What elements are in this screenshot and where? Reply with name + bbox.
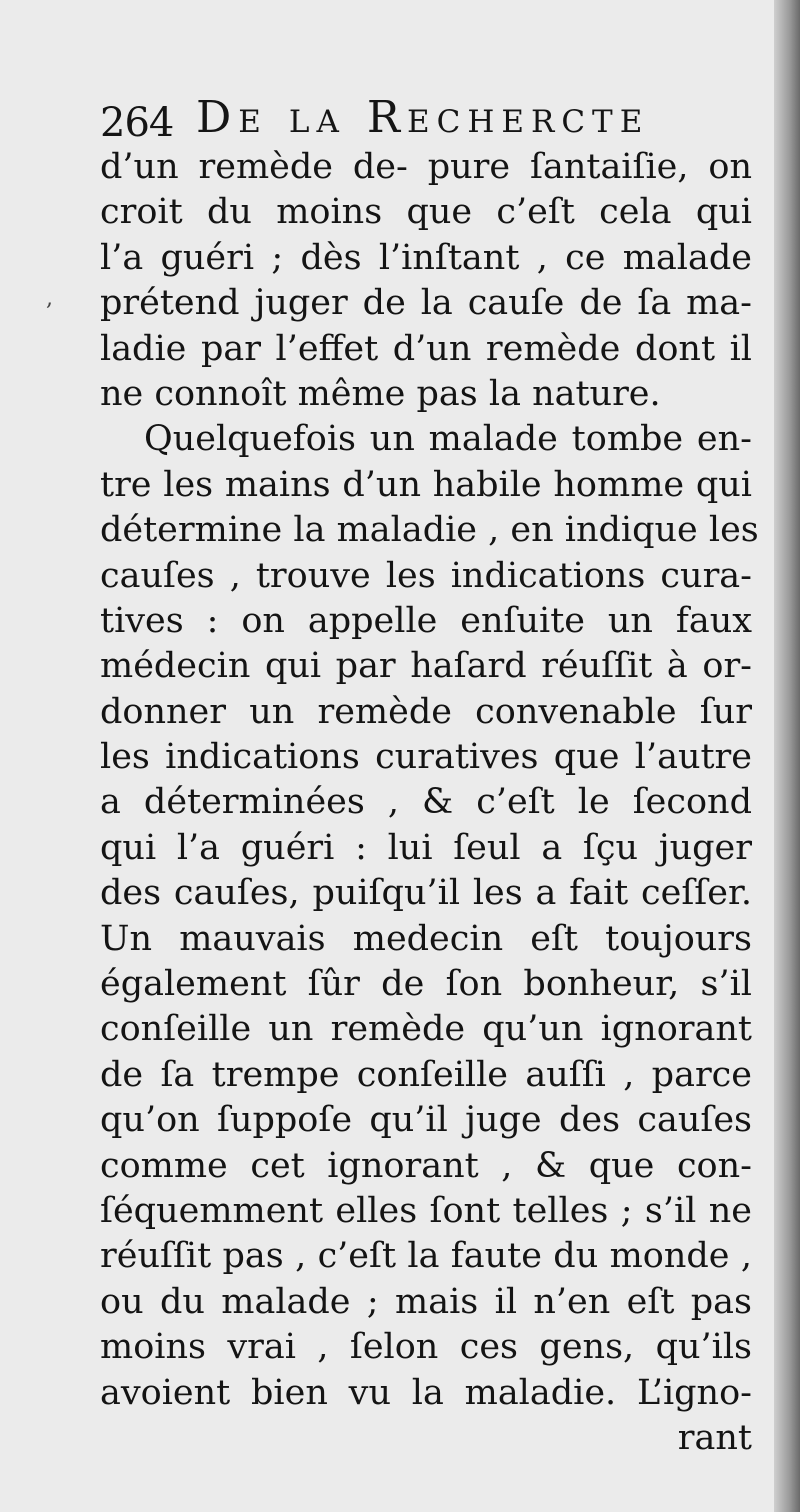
page-header xyxy=(100,92,660,144)
text-line: d’un remède de- pure ſantaiſie, on xyxy=(100,147,752,187)
text-line: qui l’a guéri : lui ſeul a ſçu juger xyxy=(100,827,752,868)
text-line: avoient bien vu la maladie. L’igno- xyxy=(100,1372,752,1413)
text-line: qu’on ſuppoſe qu’il juge des cauſes xyxy=(100,1100,752,1141)
text-line: des cauſes, puiſqu’il les a fait ceſſer. xyxy=(100,873,752,914)
text-line: médecin qui par haſard réuſſit à or- xyxy=(100,646,752,687)
margin-speck: , xyxy=(46,286,53,311)
text-line: également ſûr de ſon bonheur, s’il xyxy=(100,964,752,1005)
text-line: ou du malade ; mais il n’en eſt pas xyxy=(100,1281,752,1322)
text-line: ladie par l’effet d’un remède dont il xyxy=(100,328,752,369)
text-line: réuſſit pas , c’eſt la faute du monde , xyxy=(100,1236,752,1277)
text-line: a déterminées , & c’eſt le ſecond xyxy=(100,782,752,823)
text-line: Quelquefois un malade tombe en- xyxy=(144,419,752,460)
text-line: moins vrai , ſelon ces gens, qu’ils xyxy=(100,1327,752,1368)
text-line: conſeille un remède qu’un ignorant xyxy=(100,1009,752,1050)
text-line: tre les mains d’un habile homme qui xyxy=(100,464,752,505)
text-line: détermine la maladie , en indique les xyxy=(100,510,759,551)
text-line: de ſa trempe conſeille auſſi , parce xyxy=(100,1054,752,1095)
text-line: croit du moins que c’eſt cela qui xyxy=(100,192,752,233)
page-number: 264 xyxy=(100,100,174,146)
text-line: comme cet ignorant , & que con- xyxy=(100,1145,752,1186)
text-line: cauſes , trouve les indications cura- xyxy=(100,555,752,596)
text-line: Un mauvais medecin eſt toujours xyxy=(100,918,752,959)
text-line: ne connoît même pas la nature. xyxy=(100,373,661,414)
text-line: les indications curatives que l’autre xyxy=(100,737,752,778)
text-line: ſéquemment elles ſont telles ; s’il ne xyxy=(100,1190,752,1231)
catchword: rant xyxy=(677,1417,752,1458)
page-gutter-shadow xyxy=(774,0,800,1512)
running-head: De la Rechercte xyxy=(196,92,650,143)
body-text xyxy=(100,145,759,1461)
text-line: prétend juger de la cauſe de ſa ma- xyxy=(100,283,752,324)
text-line: l’a guéri ; dès l’inſtant , ce malade xyxy=(100,237,752,278)
text-line: donner un remède convenable ſur xyxy=(100,691,752,732)
text-line: tives : on appelle enſuite un faux xyxy=(100,600,752,641)
